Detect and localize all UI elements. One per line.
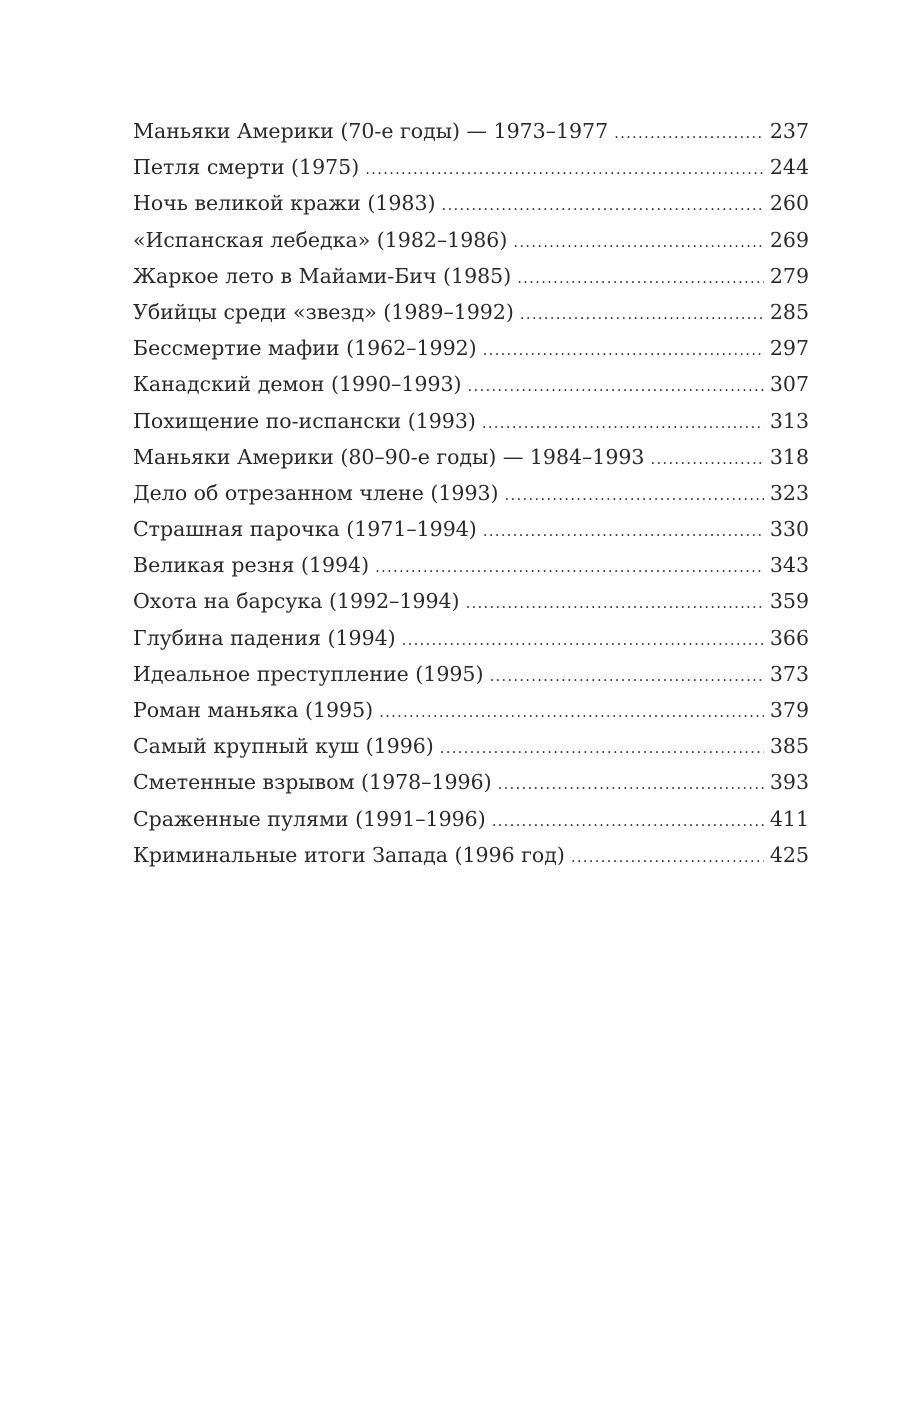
toc-entry-title: Маньяки Америки (70-е годы) — 1973–1977 bbox=[133, 119, 609, 143]
toc-dot-leader bbox=[440, 730, 764, 766]
toc-page-number: 359 bbox=[769, 589, 809, 614]
toc-entry bbox=[133, 656, 809, 692]
toc-dot-leader bbox=[402, 622, 764, 658]
toc-entry bbox=[133, 222, 809, 258]
toc-page-number: 260 bbox=[769, 191, 809, 216]
toc-dot-leader bbox=[483, 513, 764, 549]
toc-entry-title: Сметенные взрывом (1978–1996) bbox=[133, 770, 492, 795]
toc-page-number: 279 bbox=[769, 263, 809, 288]
toc-entry-title: «Испанская лебедка» (1982–1986) bbox=[133, 227, 508, 252]
toc-page-number: 237 bbox=[769, 119, 809, 143]
toc-entry bbox=[133, 258, 809, 294]
toc-entry bbox=[133, 294, 809, 330]
toc-entry-title: Бессмертие мафии (1962–1992) bbox=[133, 336, 477, 361]
toc-entry-title: Петля смерти (1975) bbox=[133, 155, 360, 180]
toc-entry-title: Охота на барсука (1992–1994) bbox=[133, 589, 460, 614]
toc-entry-title: Маньяки Америки (80–90-е годы) — 1984–1993 bbox=[133, 444, 645, 469]
toc-page-number: 425 bbox=[769, 842, 809, 867]
toc-page-number: 379 bbox=[769, 698, 809, 722]
toc-entry bbox=[133, 801, 809, 837]
toc-entry-title: Криминальные итоги Запада (1996 год) bbox=[133, 842, 565, 867]
toc-page-number: 411 bbox=[769, 806, 809, 831]
toc-page-number: 297 bbox=[769, 336, 809, 361]
toc-entry bbox=[133, 185, 809, 221]
toc-entry bbox=[133, 692, 809, 728]
toc-dot-leader bbox=[505, 477, 764, 513]
toc-page-number: 318 bbox=[769, 444, 809, 469]
toc-dot-leader bbox=[375, 549, 764, 585]
toc-entry bbox=[133, 403, 809, 439]
toc-page-number: 323 bbox=[769, 480, 809, 505]
toc-dot-leader bbox=[365, 151, 764, 187]
toc-dot-leader bbox=[466, 585, 764, 621]
toc-dot-leader bbox=[492, 803, 764, 839]
toc-dot-leader bbox=[650, 441, 763, 477]
toc-entry bbox=[133, 728, 809, 764]
toc-dot-leader bbox=[520, 296, 764, 332]
toc-dot-leader bbox=[517, 260, 764, 296]
toc-dot-leader bbox=[468, 368, 764, 404]
toc-entry bbox=[133, 764, 809, 800]
toc-entry bbox=[133, 149, 809, 185]
toc-entry bbox=[133, 620, 809, 656]
toc-dot-leader bbox=[442, 187, 764, 223]
toc-dot-leader bbox=[379, 694, 764, 730]
toc-entry bbox=[133, 547, 809, 583]
toc-entry bbox=[133, 837, 809, 873]
toc-page-number: 307 bbox=[769, 372, 809, 397]
toc-entry bbox=[133, 330, 809, 366]
toc-entry-title: Убийцы среди «звезд» (1989–1992) bbox=[133, 299, 514, 324]
toc-page-number: 330 bbox=[769, 517, 809, 542]
toc-page-number: 343 bbox=[769, 553, 809, 578]
toc-entry bbox=[133, 366, 809, 402]
toc-entry-title: Глубина падения (1994) bbox=[133, 625, 396, 650]
toc-entry-title: Жаркое лето в Майами-Бич (1985) bbox=[133, 263, 512, 288]
toc-entry bbox=[133, 113, 809, 149]
toc-dot-leader bbox=[614, 115, 764, 151]
toc-page-number: 373 bbox=[769, 661, 809, 686]
toc-page-number: 366 bbox=[769, 625, 809, 650]
toc-dot-leader bbox=[482, 405, 764, 441]
toc-dot-leader bbox=[498, 766, 764, 802]
toc-entry bbox=[133, 583, 809, 619]
toc-page-number: 313 bbox=[769, 408, 809, 433]
table-of-contents bbox=[133, 113, 809, 873]
toc-page-number: 269 bbox=[769, 227, 809, 252]
toc-entry bbox=[133, 511, 809, 547]
toc-entry-title: Самый крупный куш (1996) bbox=[133, 734, 434, 759]
toc-entry-title: Великая резня (1994) bbox=[133, 553, 370, 578]
toc-page-number: 385 bbox=[769, 734, 809, 759]
toc-dot-leader bbox=[513, 224, 764, 260]
toc-page-number: 244 bbox=[769, 155, 809, 180]
toc-entry-title: Канадский демон (1990–1993) bbox=[133, 372, 462, 397]
toc-entry-title: Сраженные пулями (1991–1996) bbox=[133, 806, 486, 831]
toc-dot-leader bbox=[571, 839, 764, 875]
toc-entry-title: Идеальное преступление (1995) bbox=[133, 661, 484, 686]
toc-entry bbox=[133, 475, 809, 511]
toc-page-number: 393 bbox=[769, 770, 809, 795]
toc-entry-title: Страшная парочка (1971–1994) bbox=[133, 517, 477, 542]
toc-dot-leader bbox=[483, 332, 764, 368]
toc-entry-title: Ночь великой кражи (1983) bbox=[133, 191, 436, 216]
toc-entry-title: Роман маньяка (1995) bbox=[133, 698, 374, 722]
toc-entry bbox=[133, 439, 809, 475]
toc-dot-leader bbox=[489, 658, 763, 694]
toc-entry-title: Похищение по-испански (1993) bbox=[133, 408, 476, 433]
toc-entry-title: Дело об отрезанном члене (1993) bbox=[133, 480, 499, 505]
toc-page-number: 285 bbox=[769, 299, 809, 324]
